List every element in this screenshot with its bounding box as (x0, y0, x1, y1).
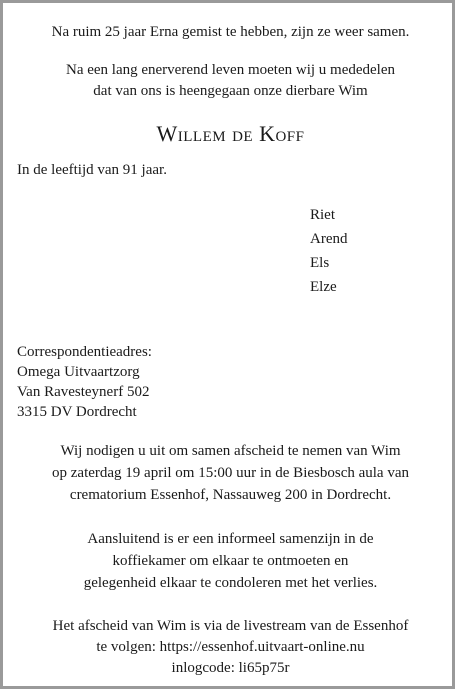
deceased-name: Willem de Koff (156, 121, 305, 146)
intro-line-2: dat van ons is heengegaan onze dierbare Wim (93, 83, 368, 99)
invitation-line-3: crematorium Essenhof, Nassauweg 200 in Dordrecht. (69, 487, 392, 503)
intro-line-1: Na een lang enerverend leven moeten wij u mededelen (65, 62, 396, 78)
livestream-login-code: inlogcode: li65p75r (171, 660, 290, 676)
livestream-line-1: Het afscheid van Wim is via de livestream van de Essenhof (52, 618, 409, 634)
gathering-line-2: koffiekamer om elkaar te ontmoeten en (112, 553, 349, 569)
family-member: Els (310, 255, 330, 271)
gathering-line-1: Aansluitend is er een informeel samenzijn in de (87, 531, 374, 547)
family-member: Elze (310, 279, 337, 295)
gathering-line-3: gelegenheid elkaar te condoleren met het verlies. (83, 575, 378, 591)
correspondence-org: Omega Uitvaartzorg (17, 364, 140, 380)
correspondence-label: Correspondentieadres: (17, 344, 152, 360)
correspondence-street: Van Ravesteynerf 502 (17, 384, 150, 400)
family-member: Arend (310, 231, 348, 247)
invitation-line-2: op zaterdag 19 april om 15:00 uur in de Biesbosch aula van (52, 465, 409, 481)
family-member: Riet (310, 207, 335, 223)
correspondence-city: 3315 DV Dordrecht (17, 404, 137, 420)
livestream-line-2: te volgen: https://essenhof.uitvaart-online.nu (96, 639, 365, 655)
opening-line: Na ruim 25 jaar Erna gemist te hebben, zijn ze weer samen. (51, 24, 410, 40)
invitation-line-1: Wij nodigen u uit om samen afscheid te nemen van Wim (60, 443, 401, 459)
age-line: In de leeftijd van 91 jaar. (17, 162, 167, 178)
